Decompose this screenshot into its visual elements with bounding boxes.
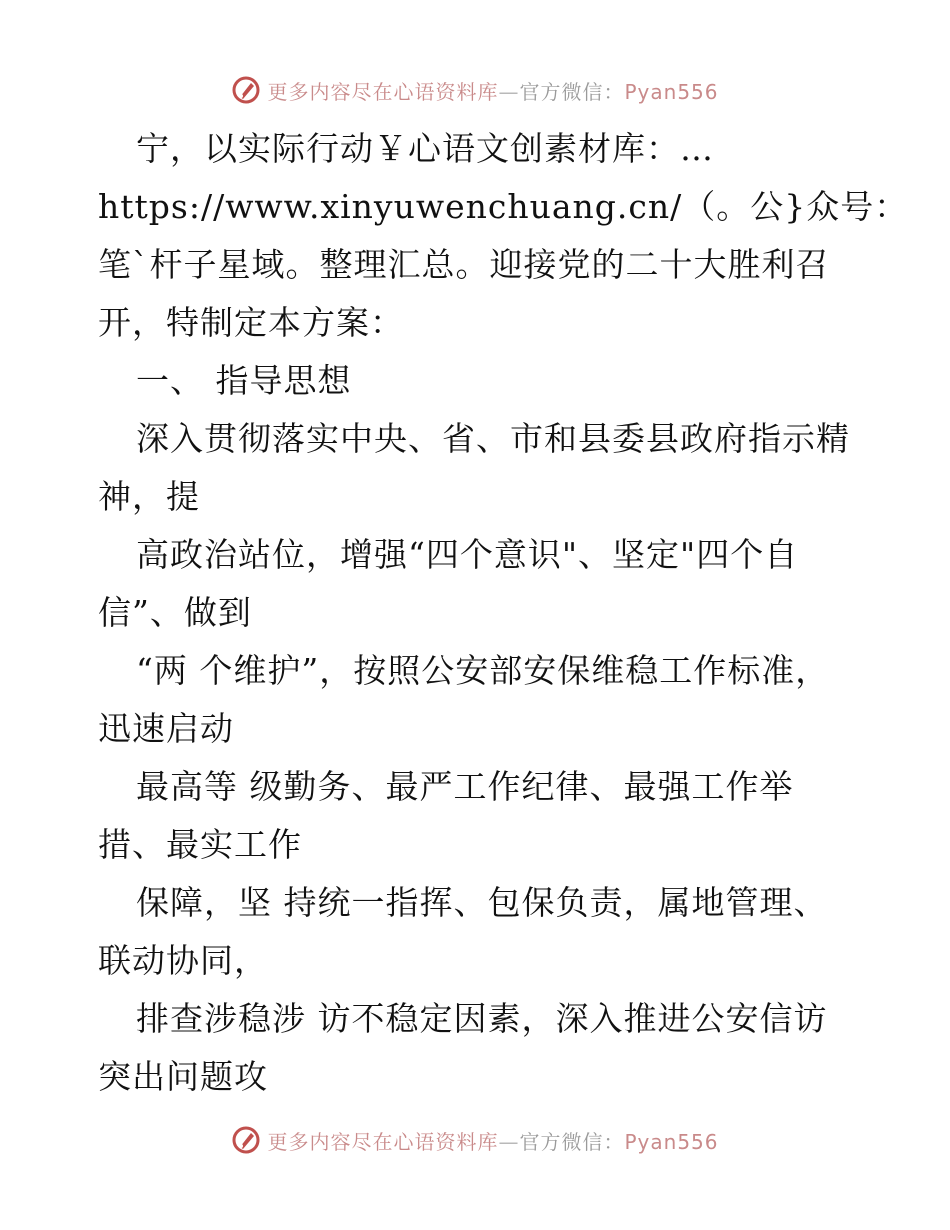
footer-banner: [0, 1120, 950, 1160]
pen-seal-logo-icon: [231, 1125, 261, 1155]
footer-banner-text: [267, 1126, 718, 1155]
header-wechat-label: 官方微信：: [519, 79, 625, 104]
body-line: 开，特制定本方案：: [98, 303, 404, 342]
body-line: 突出问题攻: [98, 1057, 268, 1096]
body-line: 高政治站位，增强“四个意识"、坚定"四个自: [136, 535, 799, 574]
header-brand: 更多内容尽在心语资料库: [267, 79, 499, 104]
body-line: 联动协同，: [98, 941, 268, 980]
footer-separator: —: [498, 1129, 520, 1154]
body-line: 保障，坚 持统一指挥、包保负责，属地管理、: [136, 883, 828, 922]
body-line: 迅速启动: [98, 709, 234, 748]
body-line: 措、最实工作: [98, 825, 302, 864]
body-line: 深入贯彻落实中央、省、市和县委县政府指示精: [136, 419, 850, 458]
pen-seal-logo-icon: [231, 75, 261, 105]
section-heading: 一、 指导思想: [136, 361, 352, 400]
body-line: 排查涉稳涉 访不稳定因素，深入推进公安信访: [136, 999, 828, 1038]
header-separator: —: [498, 79, 520, 104]
body-line: 最高等 级勤务、最严工作纪律、最强工作举: [136, 767, 794, 806]
header-banner-text: [267, 76, 718, 105]
document-body: [98, 120, 909, 1106]
body-line: 神，提: [98, 477, 200, 516]
body-line: 信”、做到: [98, 593, 252, 632]
footer-wechat-label: 官方微信：: [519, 1129, 625, 1154]
body-line: https://www.xinyuwenchuang.cn/（。公}众号：: [98, 187, 909, 226]
header-banner: [0, 70, 950, 110]
body-line: 宁，以实际行动￥心语文创素材库：…: [136, 129, 714, 168]
footer-brand: 更多内容尽在心语资料库: [267, 1129, 499, 1154]
header-wechat-id: Pyan556: [624, 79, 719, 104]
footer-wechat-id: Pyan556: [624, 1129, 719, 1154]
body-line: “两 个维护”，按照公安部安保维稳工作标准，: [136, 651, 830, 690]
body-line: 笔`杆子星域。整理汇总。迎接党的二十大胜利召: [98, 245, 830, 284]
